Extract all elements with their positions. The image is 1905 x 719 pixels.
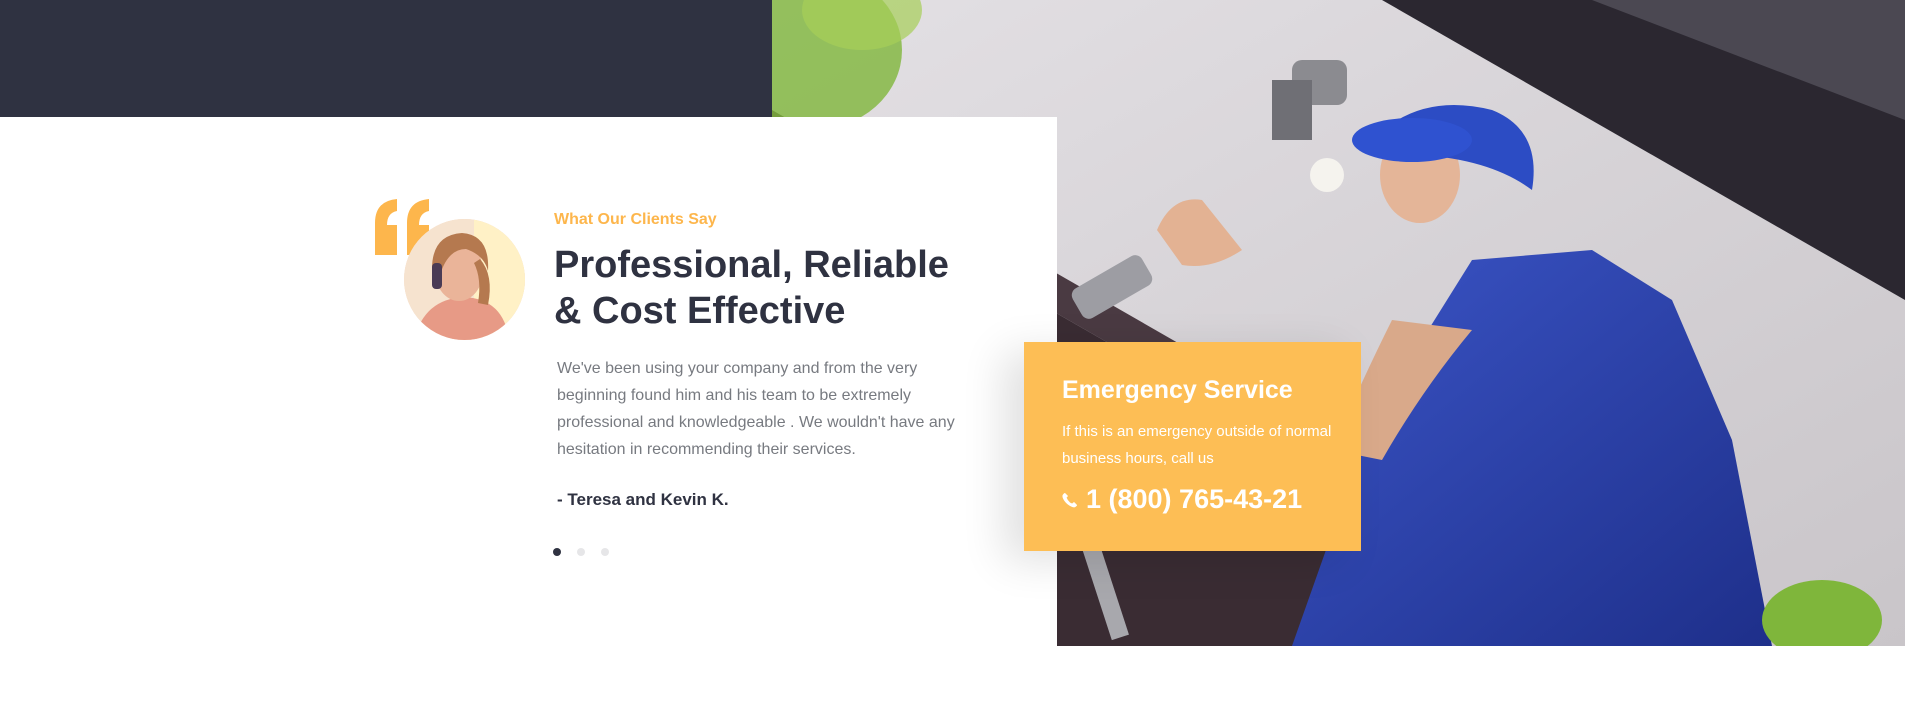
slider-dots [553, 548, 609, 556]
client-avatar-illustration [404, 219, 525, 340]
headline-line-1: Professional, Reliable [554, 244, 949, 286]
slider-dot-3[interactable] [601, 548, 609, 556]
client-avatar [404, 219, 525, 340]
phone-icon [1062, 492, 1078, 508]
testimonial-quote: We've been using your company and from the very beginning found him and his team to be extremely professional and knowledgeable . We wouldn't have any hesitation in recommending their services. [557, 360, 955, 458]
emergency-text: If this is an emergency outside of normal business hours, call us [1062, 423, 1332, 467]
top-dark-band [0, 0, 772, 117]
testimonial-author: - Teresa and Kevin K. [557, 490, 729, 509]
emergency-title: Emergency Service [1062, 376, 1293, 404]
emergency-phone-link[interactable] [1062, 484, 1302, 515]
emergency-service-box [1024, 342, 1361, 551]
section-eyebrow: What Our Clients Say [554, 211, 717, 228]
emergency-phone-number: 1 (800) 765-43-21 [1086, 484, 1303, 514]
slider-dot-2[interactable] [577, 548, 585, 556]
headline-line-2: & Cost Effective [554, 290, 846, 332]
slider-dot-1[interactable] [553, 548, 561, 556]
testimonial-headline [554, 242, 984, 334]
